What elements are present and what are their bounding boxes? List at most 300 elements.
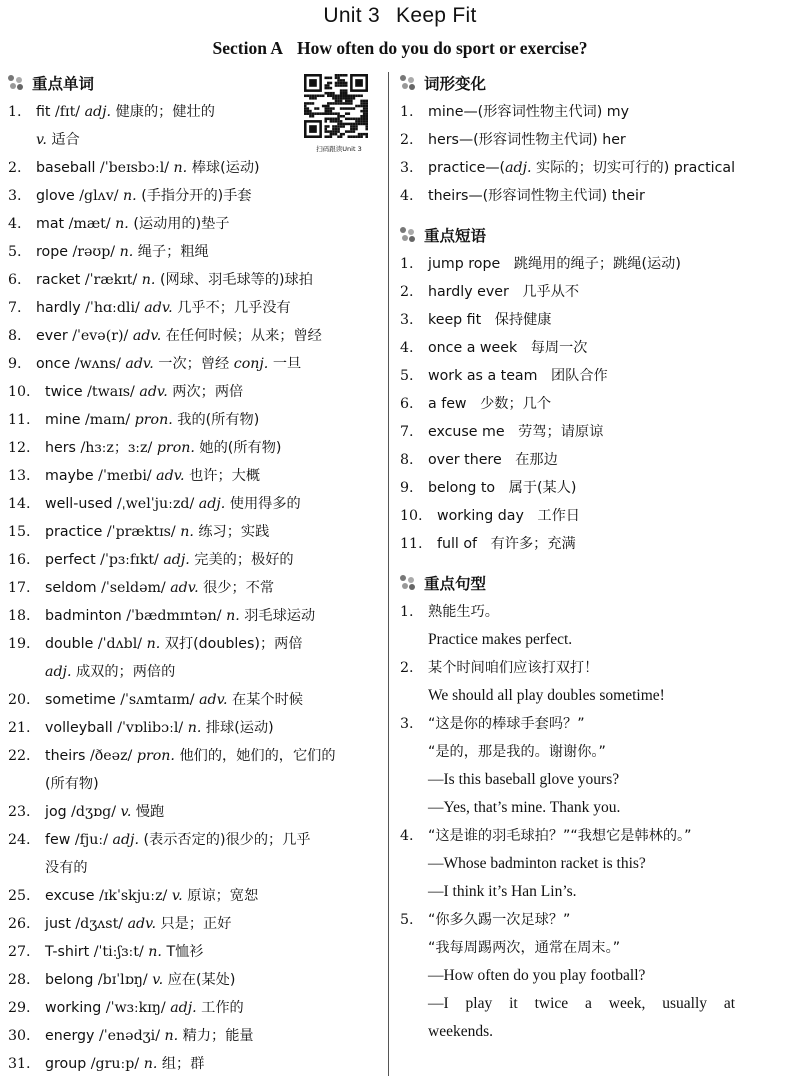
section-title [0, 38, 800, 59]
vocab-entry [45, 546, 380, 574]
item-number: 5. [8, 244, 22, 260]
vocab-phonetic: /ˈwɜːkɪŋ/ [105, 1000, 166, 1016]
item-number: 17. [8, 580, 31, 596]
vocab-entry [36, 294, 380, 322]
vocab-pos-2: conj. [233, 356, 269, 372]
sentence-item [400, 906, 792, 1046]
vocab-entry [45, 630, 380, 686]
vocab-pos: n. [119, 244, 134, 260]
vocab-phonetic: /fɪt/ [55, 104, 81, 120]
vocab-meaning: 绳子；粗绳 [137, 244, 209, 260]
vocab-meaning-2: 成双的；两倍的 [75, 664, 176, 680]
vocab-entry [36, 182, 380, 210]
vocab-item [8, 994, 380, 1022]
vocab-word: mat [36, 216, 65, 232]
vocab-entry [45, 826, 380, 882]
vocab-word: few [45, 832, 71, 848]
vocab-item [8, 1022, 380, 1050]
vocab-phonetic: /dʒɒg/ [71, 804, 116, 820]
vocab-meaning: 羽毛球运动 [244, 608, 316, 624]
phrase-item [400, 446, 792, 474]
vocab-phonetic: /ˈpræktɪs/ [106, 524, 176, 540]
phrase-chinese: 每周一次 [530, 340, 588, 356]
vocab-pos: v. [171, 888, 183, 904]
vocab-word: fit [36, 104, 51, 120]
item-number: 9. [400, 480, 414, 496]
vocab-word: energy [45, 1028, 95, 1044]
item-number: 15. [8, 524, 31, 540]
phrase-item [400, 418, 792, 446]
vocab-meaning: 也许；大概 [189, 468, 261, 484]
vocab-item [8, 798, 380, 826]
item-number: 18. [8, 608, 31, 624]
vocab-word: ever [36, 328, 68, 344]
phrase-entry [437, 502, 792, 530]
phrase-english: hardly ever [428, 284, 509, 300]
phrase-entry [428, 362, 792, 390]
vocab-entry [36, 322, 380, 350]
item-number: 7. [400, 424, 414, 440]
phrase-english: working day [437, 508, 524, 524]
vocab-phonetic: /wʌns/ [74, 356, 121, 372]
vocab-word: group [45, 1056, 87, 1072]
item-number: 23. [8, 804, 31, 820]
item-number: 4. [8, 216, 22, 232]
vocab-item [8, 462, 380, 490]
vocab-phonetic: /ˈtiːʃɜːt/ [93, 944, 144, 960]
phrases-heading-text: 重点短语 [424, 227, 487, 245]
vocab-item [8, 518, 380, 546]
phrase-chinese: 跳绳用的绳子；跳绳(运动) [513, 256, 681, 272]
vocab-pos: n. [180, 524, 194, 540]
sentence-chinese: “我每周踢两次，通常在周末。” [428, 940, 621, 956]
phrase-english: once a week [428, 340, 518, 356]
vocab-pos-2: v. [36, 132, 47, 148]
phrase-entry [428, 334, 792, 362]
sentence-english: —Whose badminton racket is this? [428, 855, 646, 872]
form-text [428, 154, 792, 182]
vocab-item [8, 406, 380, 434]
vocab-word: T-shirt [45, 944, 90, 960]
vocab-entry [45, 1050, 380, 1078]
sentence-english: —How often do you play football? [428, 967, 646, 984]
form-text [428, 182, 792, 210]
item-number: 20. [8, 692, 31, 708]
vocab-phonetic: /ˈmeɪbi/ [98, 468, 152, 484]
sentence-chinese: “这是谁的羽毛球拍？”“我想它是韩林的。” [428, 828, 692, 844]
vocab-meaning: (手指分开的)手套 [141, 188, 252, 204]
item-number: 5. [400, 912, 414, 928]
vocab-entry [45, 1022, 380, 1050]
vocab-pos: adj. [170, 1000, 197, 1016]
sentence-chinese: 某个时间咱们应该打双打！ [428, 660, 599, 676]
vocab-entry [45, 742, 380, 798]
vocab-entry [45, 378, 380, 406]
phrases-list [400, 250, 792, 558]
vocab-word: hardly [36, 300, 81, 316]
vocab-column [8, 68, 380, 1078]
vocab-item [8, 826, 380, 882]
phrase-english: a few [428, 396, 467, 412]
sentences-heading [400, 568, 792, 598]
item-number: 3. [400, 160, 414, 176]
vocab-phonetic: /ˈseldəm/ [101, 580, 166, 596]
qr-code[interactable] [304, 74, 374, 154]
vocab-pos: adj. [84, 104, 112, 120]
vocab-list [8, 98, 380, 1078]
vocab-meaning: 他们的，她们的，它们的 [179, 748, 336, 764]
item-number: 1. [8, 104, 22, 120]
vocab-phonetic: /ˈhɑːdli/ [85, 300, 140, 316]
vocab-word: jog [45, 804, 67, 820]
vocab-item [8, 294, 380, 322]
sentence-entry [428, 598, 792, 654]
vocab-word: twice [45, 384, 83, 400]
vocab-pos: adj. [198, 496, 226, 512]
vocab-item [8, 1050, 380, 1078]
item-number: 4. [400, 340, 414, 356]
vocab-phonetic: /maɪn/ [85, 412, 131, 428]
item-number: 26. [8, 916, 31, 932]
item-number: 1. [400, 604, 414, 620]
vocab-word: seldom [45, 580, 97, 596]
sentence-english: We should all play doubles sometime! [428, 687, 665, 704]
item-number: 13. [8, 468, 31, 484]
form-text-pre: practice—( [428, 160, 506, 176]
phrase-chinese: 有许多；充满 [490, 536, 576, 552]
sentence-item [400, 598, 792, 654]
vocab-phonetic: /ˈdʌbl/ [97, 636, 143, 652]
vocab-pos: adj. [112, 832, 139, 848]
form-item [400, 98, 792, 126]
phrase-item [400, 474, 792, 502]
vocab-pos: adv. [144, 300, 173, 316]
item-number: 8. [400, 452, 414, 468]
form-item [400, 154, 792, 182]
phrase-english: keep fit [428, 312, 482, 328]
item-number: 10. [400, 508, 423, 524]
vocab-phonetic: /hɜːz；ɜːz/ [80, 440, 153, 456]
phrase-item [400, 306, 792, 334]
phrase-chinese: 团队合作 [550, 368, 608, 384]
vocab-item [8, 882, 380, 910]
phrase-english: over there [428, 452, 502, 468]
vocab-meaning: 组；群 [161, 1056, 205, 1072]
vocab-meaning: 双打(doubles)；两倍 [164, 636, 303, 652]
vocab-meaning-2: 没有的 [45, 860, 88, 876]
item-number: 19. [8, 636, 31, 652]
item-number: 3. [400, 716, 414, 732]
vocab-pos-2: adj. [45, 664, 72, 680]
vocab-phonetic: /ˈevə(r)/ [72, 328, 129, 344]
vocab-meaning: 完美的；极好的 [194, 552, 294, 568]
vocab-item [8, 350, 380, 378]
vocab-word: mine [45, 412, 81, 428]
item-number: 2. [400, 660, 414, 676]
vocab-meaning: 精力；能量 [182, 1028, 254, 1044]
form-item [400, 126, 792, 154]
sentence-english: —Yes, that’s mine. Thank you. [428, 799, 621, 816]
vocab-entry [45, 406, 380, 434]
unit-label: Unit 3 [323, 4, 381, 27]
sentence-item [400, 654, 792, 710]
vocab-phonetic: /ˌwelˈjuːzd/ [116, 496, 195, 512]
sentence-chinese: 熟能生巧。 [428, 604, 499, 620]
vocab-word: baseball [36, 160, 96, 176]
vocab-word: well-used [45, 496, 113, 512]
vocab-item [8, 238, 380, 266]
column-divider [388, 72, 389, 1076]
vocab-continuation [45, 854, 380, 882]
sentence-chinese: “你多久踢一次足球？” [428, 912, 571, 928]
vocab-meaning: 原谅；宽恕 [187, 888, 259, 904]
vocab-entry [45, 602, 380, 630]
item-number: 11. [8, 412, 31, 428]
item-number: 22. [8, 748, 31, 764]
vocab-word: glove [36, 188, 75, 204]
vocab-meaning: 使用得多的 [229, 496, 301, 512]
phrase-chinese: 在那边 [515, 452, 558, 468]
item-number: 10. [8, 384, 31, 400]
sentence-entry [428, 710, 792, 822]
vocab-phonetic: /ˈpɜːfɪkt/ [100, 552, 159, 568]
vocab-meaning: 很少；不常 [203, 580, 275, 596]
vocab-pos: n. [187, 720, 202, 736]
phrase-item [400, 362, 792, 390]
unit-title [0, 4, 800, 28]
vocab-meaning: (运动用的)垫子 [133, 216, 230, 232]
item-number: 6. [400, 396, 414, 412]
item-number: 3. [400, 312, 414, 328]
phrases-heading [400, 220, 792, 250]
vocab-item [8, 910, 380, 938]
sentences-heading-text: 重点句型 [424, 575, 487, 593]
vocab-pos: n. [146, 636, 161, 652]
vocab-meaning: 只是；正好 [160, 916, 232, 932]
vocab-phonetic: /gruːp/ [90, 1056, 140, 1072]
vocab-meaning-2: (所有物) [45, 776, 99, 792]
vocab-pos: n. [115, 216, 129, 232]
vocab-continuation [45, 770, 380, 798]
qr-code-icon [304, 74, 368, 138]
vocab-phonetic: /ˈrækɪt/ [84, 272, 138, 288]
vocab-entry [45, 882, 380, 910]
item-number: 31. [8, 1056, 31, 1072]
vocab-item [8, 182, 380, 210]
phrase-entry [428, 250, 792, 278]
vocab-entry [36, 154, 380, 182]
vocab-item [8, 938, 380, 966]
vocab-item [8, 602, 380, 630]
vocab-entry [45, 798, 380, 826]
forms-heading [400, 68, 792, 98]
vocab-pos: n. [148, 944, 162, 960]
vocab-meaning: 我的(所有物) [177, 412, 260, 428]
vocab-word: maybe [45, 468, 94, 484]
vocab-item [8, 714, 380, 742]
vocab-meaning: T恤衫 [166, 944, 204, 960]
vocab-entry [36, 350, 380, 378]
item-number: 9. [8, 356, 22, 372]
vocab-heading-text: 重点单词 [32, 75, 95, 93]
item-number: 16. [8, 552, 31, 568]
form-item [400, 182, 792, 210]
item-number: 12. [8, 440, 31, 456]
vocab-pos: pron. [156, 440, 195, 456]
phrase-entry [428, 474, 792, 502]
phrase-entry [428, 390, 792, 418]
vocab-word: perfect [45, 552, 96, 568]
vocab-phonetic: /dʒʌst/ [75, 916, 124, 932]
item-number: 2. [400, 284, 414, 300]
vocab-entry [36, 266, 380, 294]
vocab-phonetic: /bɪˈlɒŋ/ [97, 972, 148, 988]
vocab-entry [45, 462, 380, 490]
item-number: 4. [400, 188, 414, 204]
vocab-pos: n. [123, 188, 137, 204]
vocab-pos: n. [173, 160, 188, 176]
vocab-entry [45, 938, 380, 966]
form-text-value: hers—(形容词性物主代词) her [428, 132, 626, 148]
phrase-english: belong to [428, 480, 496, 496]
sentence-item [400, 822, 792, 906]
phrase-entry [428, 446, 792, 474]
vocab-item [8, 434, 380, 462]
sentence-entry [428, 906, 792, 1046]
sentence-chinese: “是的，那是我的。谢谢你。” [428, 744, 606, 760]
phrase-item [400, 334, 792, 362]
sentence-item [400, 710, 792, 822]
item-number: 14. [8, 496, 31, 512]
vocab-item [8, 322, 380, 350]
form-pos: adj. [505, 160, 532, 176]
vocab-entry [45, 714, 380, 742]
form-text-value: mine—(形容词性物主代词) my [428, 104, 629, 120]
vocab-pos: n. [141, 272, 156, 288]
sentence-english: —Is this baseball glove yours? [428, 771, 620, 788]
item-number: 28. [8, 972, 31, 988]
vocab-item [8, 378, 380, 406]
vocab-pos: v. [120, 804, 132, 820]
vocab-pos: pron. [134, 412, 173, 428]
phrase-entry [428, 278, 792, 306]
dots-icon [400, 227, 416, 243]
vocab-meaning: 应在(某处) [167, 972, 236, 988]
qr-caption: 扫码跟读Unit 3 [316, 145, 362, 153]
vocab-word: volleyball [45, 720, 113, 736]
vocab-word: belong [45, 972, 94, 988]
phrase-entry [437, 530, 792, 558]
vocab-word: sometime [45, 692, 116, 708]
forms-heading-text: 词形变化 [424, 75, 487, 93]
vocab-phonetic: /fjuː/ [74, 832, 108, 848]
unit-name: Keep Fit [396, 4, 477, 27]
vocab-entry [45, 686, 380, 714]
vocab-pos: adj. [163, 552, 190, 568]
vocab-meaning-2: 一旦 [272, 356, 302, 372]
vocab-item [8, 154, 380, 182]
vocab-entry [45, 434, 380, 462]
vocab-continuation [45, 658, 380, 686]
phrase-item [400, 530, 792, 558]
vocab-pos: adv. [156, 468, 185, 484]
item-number: 27. [8, 944, 31, 960]
vocab-meaning: 棒球(运动) [191, 160, 260, 176]
vocab-meaning: 练习；实践 [198, 524, 270, 540]
vocab-phonetic: /ˈvɒlibɔːl/ [117, 720, 184, 736]
vocab-pos: n. [226, 608, 240, 624]
vocab-meaning: (表示否定的)很少的；几乎 [143, 832, 311, 848]
phrase-chinese: 工作日 [537, 508, 580, 524]
vocab-phonetic: /ˈbædmɪntən/ [126, 608, 222, 624]
vocab-item [8, 546, 380, 574]
item-number: 2. [400, 132, 414, 148]
vocab-entry [45, 518, 380, 546]
item-number: 30. [8, 1028, 31, 1044]
phrase-english: jump rope [428, 256, 501, 272]
vocab-word: hers [45, 440, 76, 456]
vocab-pos: adv. [125, 356, 154, 372]
vocab-phonetic: /rəʊp/ [72, 244, 116, 260]
vocab-meaning: 工作的 [201, 1000, 244, 1016]
vocab-pos: adv. [170, 580, 199, 596]
vocab-word: working [45, 1000, 102, 1016]
vocab-pos: adv. [199, 692, 228, 708]
vocab-word: once [36, 356, 71, 372]
phrase-chinese: 保持健康 [494, 312, 552, 328]
item-number: 7. [8, 300, 22, 316]
vocab-entry [45, 994, 380, 1022]
vocab-pos: n. [143, 1056, 158, 1072]
vocab-item [8, 686, 380, 714]
form-text [428, 98, 792, 126]
item-number: 5. [400, 368, 414, 384]
vocab-meaning: 她的(所有物) [199, 440, 282, 456]
item-number: 29. [8, 1000, 31, 1016]
phrase-entry [428, 306, 792, 334]
vocab-word: theirs [45, 748, 86, 764]
vocab-phonetic: /ˈbeɪsbɔːl/ [99, 160, 170, 176]
vocab-meaning: 在任何时候；从来；曾经 [165, 328, 322, 344]
vocab-phonetic: /ðeəz/ [89, 748, 133, 764]
vocab-meaning: 两次；两倍 [172, 384, 244, 400]
vocab-meaning: 在某个时候 [232, 692, 303, 708]
item-number: 3. [8, 188, 22, 204]
vocab-pos: adv. [132, 328, 162, 344]
vocab-item [8, 966, 380, 994]
sentence-entry [428, 654, 792, 710]
item-number: 11. [400, 536, 423, 552]
vocab-item [8, 630, 380, 686]
dots-icon [8, 75, 24, 91]
vocab-pos: n. [164, 1028, 179, 1044]
phrase-english: full of [437, 536, 478, 552]
vocab-item [8, 574, 380, 602]
phrase-chinese: 少数；几个 [480, 396, 552, 412]
item-number: 4. [400, 828, 414, 844]
phrase-item [400, 502, 792, 530]
vocab-pos: adv. [127, 916, 156, 932]
sentence-entry [428, 822, 792, 906]
sentence-english: —I think it’s Han Lin’s. [428, 883, 577, 900]
vocab-phonetic: /ˈsʌmtaɪm/ [120, 692, 195, 708]
form-text [428, 126, 792, 154]
item-number: 24. [8, 832, 31, 848]
vocab-entry [45, 490, 380, 518]
section-question: How often do you do sport or exercise? [296, 38, 588, 58]
vocab-pos: pron. [136, 748, 175, 764]
phrase-chinese: 劳驾；请原谅 [518, 424, 604, 440]
